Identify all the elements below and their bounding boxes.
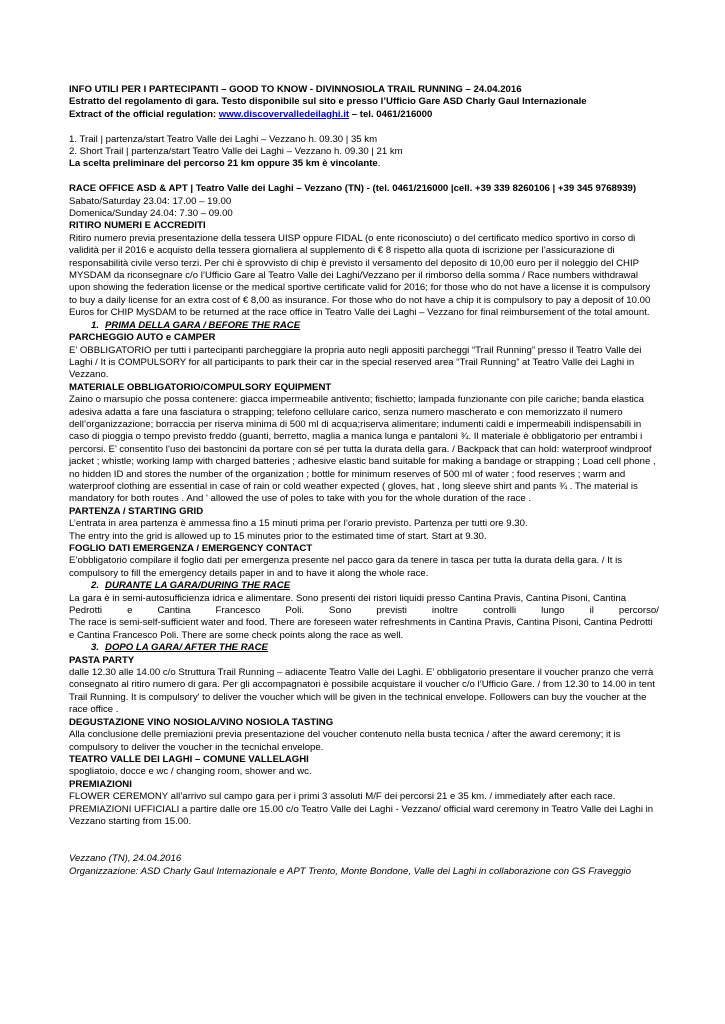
section-number: 2.: [91, 580, 100, 592]
route-short-trail: 2. Short Trail | partenza/start Teatro Valle dei Laghi – Vezzano h. 09.30 | 21 km: [69, 146, 403, 158]
route-choice-line: [69, 158, 659, 170]
durante-word: Sono: [329, 605, 352, 617]
durante-word: il: [589, 605, 594, 617]
foglio-text: E’obbligatorio compilare il foglio dati per emergenza presente nel pacco gara da tenere in tasca per tutta la durata della gara. / It is compulsory to fill the emergency details paper in and to have it along the whole race.: [69, 555, 623, 579]
partenza-heading: PARTENZA / STARTING GRID: [69, 505, 204, 517]
ritiro-text: Ritiro numero previa presentazione della tessera UISP oppure FIDAL (o ente riconosciuto) o del certificato medico sportivo in corso di validità per il 2016 e acquisto della tessera giornaliera al supplemento di € 8 rispetto alla quota di iscrizione per l’assicurazione di responsabilità civile verso terzi. Per chi è sprovvisto di chip è previsto il versamento del deposito di 10,00 euro per il noleggio del CHIP MYSDAM da riconsegnare c/o l’Ufficio Gare al Teatro Valle dei Laghi/Vezzano per il rimborso della somma / Race numbers withdrawal upon showing the federation license or the medical sportive certificate valid for 2016; for those who do not have a license it is compulsory to buy a daily license for an extra cost of € 8,00 as insurance. For those who do not have a chip it is compulsory to pay a deposit of 10.00 Euros for CHIP MySDAM to be returned at the race office in Teatro Valle dei Laghi – Vezzano for final reimbursement of the total amount.: [69, 232, 651, 319]
durante-word: Cantina: [157, 605, 191, 617]
teatro-heading: TEATRO VALLE DEI LAGHI – COMUNE VALLELAGHI: [69, 753, 309, 765]
materiale-heading: MATERIALE OBBLIGATORIO/COMPULSORY EQUIPMENT: [69, 381, 332, 393]
foglio-heading: FOGLIO DATI EMERGENZA / EMERGENCY CONTACT: [69, 543, 313, 554]
section-title: PRIMA DELLA GARA / BEFORE THE RACE: [105, 319, 301, 331]
extract-line: [69, 109, 659, 121]
section-title: DOPO LA GARA/ AFTER THE RACE: [105, 642, 268, 654]
flower-ceremony-text: FLOWER CEREMONY all’arrivo sul campo gara per i primi 3 assoluti M/F dei percorsi 21 e 35 km. / immediately after each race.: [69, 791, 616, 803]
website-link[interactable]: www.discovervalledeilaghi.it: [218, 108, 350, 120]
premiazioni-heading: PREMIAZIONI: [69, 778, 132, 790]
parcheggio-text: E’ OBBLIGATORIO per tutti i partecipanti parcheggiare la propria auto negli appositi parcheggi “Trail Running” presso il Teatro Valle dei Laghi / It is COMPULSORY for all participants to park their car in the special reserved area “Trail Running” at Teatro Valle dei Laghi in Vezzano.: [69, 344, 642, 381]
extract-prefix: Extract of the official regulation:: [69, 108, 219, 120]
section-title: DURANTE LA GARA/DURING THE RACE: [105, 580, 291, 592]
footer-organization: Organizzazione: ASD Charly Gaul Internazionale e APT Trento, Monte Bondone, Valle dei Laghi in collaborazione con GS Fraveggio: [69, 865, 631, 877]
premiazioni-ufficiali-text: PREMIAZIONI UFFICIALI a partire dalle ore 15.00 c/o Teatro Valle dei Laghi - Vezzano/ official ward ceremony in Teatro Valle dei Laghi in Vezzano starting from 15.00.: [69, 803, 654, 827]
extract-suffix: – tel. 0461/216000: [349, 108, 433, 120]
spacer: [69, 828, 659, 840]
spacer: [69, 841, 659, 853]
partenza-line-it: L’entrata in area partenza è ammessa fino a 15 minuti prima per l’orario previsto. Partenza per tutti ore 9.30.: [69, 518, 528, 530]
section-after-race: [69, 642, 659, 654]
route-choice: La scelta preliminare del percorso 21 km oppure 35 km è vincolante: [69, 158, 378, 170]
race-office-saturday: Sabato/Saturday 23.04: 17.00 – 19.00: [69, 195, 232, 207]
race-office-sunday: Domenica/Sunday 24.04: 7.30 – 09.00: [69, 208, 233, 220]
durante-word: inoltre: [431, 605, 459, 617]
footer-place-date: Vezzano (TN), 24.04.2016: [69, 853, 182, 865]
pasta-text: dalle 12.30 alle 14.00 c/o Struttura Trail Running – adiacente Teatro Valle dei Laghi. E’ obbligatorio presentare il voucher pranzo che verrà consegnato al ritiro numero di gara. Per gli accompagnatori è possibile acquistare il voucher c/o l’Ufficio Gare. / from 12.30 to 14.00 in tent Trail Running. It is compulsory' to deliver the voucher which will be given in the technical envelope. Followers can buy the voucher at the race office .: [69, 667, 655, 716]
race-office-heading: RACE OFFICE ASD & APT | Teatro Valle dei Laghi – Vezzano (TN) - (tel. 0461/216000 |cell. +39 339 8260106 | +39 345 9768939): [69, 183, 637, 195]
durante-word: Poli.: [285, 605, 305, 617]
section-before-race: [69, 320, 659, 332]
degustazione-text: Alla conclusione delle premiazioni previa presentazione del voucher contenuto nella busta tecnica / after the award ceremony; it is compulsory to deliver the voucher in the tecnichal envelope.: [69, 729, 621, 753]
pasta-heading: PASTA PARTY: [69, 654, 135, 666]
durante-word: previsti: [376, 605, 407, 617]
degustazione-heading: DEGUSTAZIONE VINO NOSIOLA/VINO NOSIOLA TASTING: [69, 716, 334, 728]
durante-line-1: La gara è in semi-autosufficienza idrica e alimentare. Sono presenti dei ristori liquidi presso Cantina Pravis, Cantina Pisoni, Cantina: [69, 592, 627, 604]
document-subtitle: Estratto del regolamento di gara. Testo disponibile sul sito e presso l’Ufficio Gare ASD Charly Gaul Internazionale: [69, 96, 587, 108]
spacer: [69, 121, 659, 133]
durante-word: controlli: [483, 605, 517, 617]
partenza-line-en: The entry into the grid is allowed up to 15 minutes prior to the estimated time of start. Start at 9.30.: [69, 530, 487, 542]
teatro-text: spogliatoio, docce e wc / changing room, shower and wc.: [69, 766, 312, 778]
spacer: [69, 171, 659, 183]
document-page: [69, 84, 659, 878]
durante-word: percorso/: [618, 605, 659, 617]
durante-word: Francesco: [215, 605, 261, 617]
durante-word: e: [127, 605, 133, 617]
section-during-race: [69, 580, 659, 592]
route-trail: 1. Trail | partenza/start Teatro Valle dei Laghi – Vezzano h. 09.30 | 35 km: [69, 133, 378, 145]
materiale-text: Zaino o marsupio che possa contenere: giacca impermeabile antivento; fischietto; lampada funzionante con pile cariche; banda elastica adesiva adatta a fare una fasciatura o strapping; telefono cellulare carico, senza numero mascherato e con memorizzato il numero dell’organizzazione; borraccia per riserva minima di 500 ml di acqua;riserva alimentare; indumenti caldi e impermeabili indispensabili in caso di pioggia o tempo previsto freddo (guanti, berretto, maglia a manica lunga e pantaloni ¾. Il materiale è obbligatorio per entrambi i percorsi. E’ consentito l’uso dei bastoncini da portare con sé per tutta la durata della gara. / Backpack that can hold: waterproof windproof jacket ; whistle; working lamp with charged batteries ; adhesive elastic band suitable for making a bandage or strapping ; Load cell phone , no hidden ID and stores the number of the organization ; bottle for minimum reserves of 500 ml of water ; food reserves ; warm and waterproof clothing are essential in case of rain or cold weather expected ( gloves, hat , long sleeve shirt and pants ¾ . The material is mandatory for both routes . And ' allowed the use of poles to take with you for the whole duration of the race .: [69, 394, 656, 505]
section-number: 3.: [91, 642, 100, 654]
durante-word: lungo: [541, 605, 565, 617]
route-choice-end: .: [377, 158, 381, 170]
document-title: INFO UTILI PER I PARTECIPANTI – GOOD TO KNOW - DIVINNOSIOLA TRAIL RUNNING – 24.04.2016: [69, 84, 522, 95]
section-number: 1.: [91, 319, 100, 331]
durante-word: Pedrotti: [69, 605, 103, 617]
parcheggio-heading: PARCHEGGIO AUTO e CAMPER: [69, 332, 216, 344]
durante-line-2: [69, 605, 659, 617]
ritiro-heading: RITIRO NUMERI E ACCREDITI: [69, 220, 206, 232]
durante-line-3: The race is semi-self-sufficient water and food. There are foreseen water refreshments in Cantina Pravis, Cantina Pisoni, Cantina Pedrotti e Cantina Francesco Poli. There are some check points along the race as well.: [69, 617, 653, 641]
